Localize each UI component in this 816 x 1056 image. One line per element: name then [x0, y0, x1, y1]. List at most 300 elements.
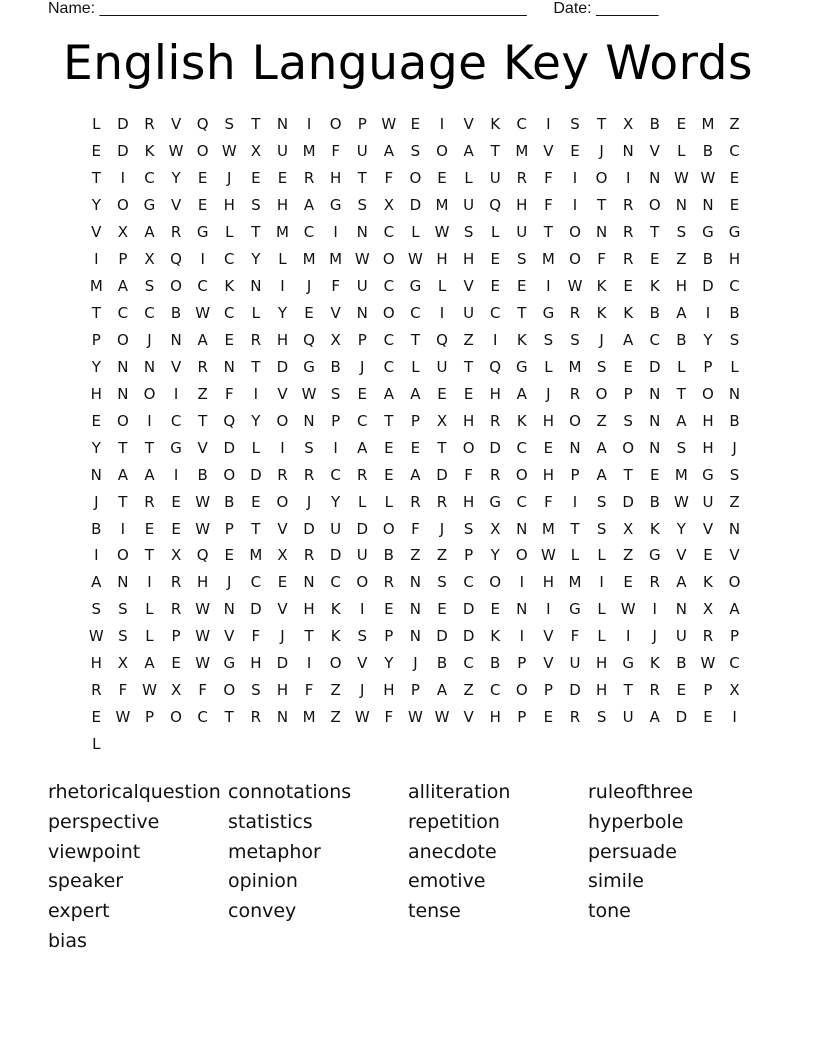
grid-letter[interactable]: T [357, 169, 367, 188]
grid-letter[interactable]: C [463, 654, 474, 673]
grid-letter[interactable]: E [144, 519, 155, 538]
grid-letter[interactable]: H [276, 681, 289, 700]
grid-letter[interactable]: B [649, 304, 660, 323]
grid-letter[interactable]: P [623, 384, 633, 403]
grid-letter[interactable]: S [118, 600, 128, 619]
grid-letter[interactable]: K [490, 627, 501, 646]
grid-letter[interactable]: W [700, 654, 716, 673]
grid-letter[interactable]: E [490, 250, 500, 269]
grid-letter[interactable]: R [622, 223, 634, 242]
grid-letter[interactable]: F [464, 465, 473, 484]
grid-letter[interactable]: O [595, 169, 608, 188]
grid-letter[interactable]: C [330, 573, 341, 592]
grid-letter[interactable]: P [357, 115, 367, 134]
grid-letter[interactable]: X [277, 546, 288, 565]
grid-letter[interactable]: W [673, 169, 689, 188]
grid-letter[interactable]: H [728, 250, 741, 269]
grid-letter[interactable]: R [197, 357, 208, 376]
date-field[interactable]: _______ [596, 0, 659, 17]
grid-letter[interactable]: W [142, 681, 157, 700]
grid-letter[interactable]: W [301, 384, 317, 403]
grid-letter[interactable]: A [729, 600, 740, 619]
grid-letter[interactable]: F [411, 519, 420, 538]
grid-letter[interactable]: N [702, 196, 714, 215]
grid-letter[interactable]: P [410, 411, 420, 430]
grid-letter[interactable]: S [410, 142, 421, 161]
grid-letter[interactable]: U [463, 196, 475, 215]
grid-letter[interactable]: N [728, 384, 741, 403]
grid-letter[interactable]: E [623, 277, 633, 296]
grid-letter[interactable]: R [144, 115, 155, 134]
grid-letter[interactable]: J [599, 142, 604, 161]
grid-letter[interactable]: I [492, 330, 498, 349]
grid-letter[interactable]: W [195, 519, 211, 538]
grid-letter[interactable]: A [676, 411, 687, 430]
grid-letter[interactable]: N [143, 357, 156, 376]
grid-letter[interactable]: O [116, 196, 129, 215]
grid-letter[interactable]: P [730, 627, 740, 646]
grid-letter[interactable]: U [622, 708, 634, 727]
grid-letter[interactable]: W [195, 492, 211, 511]
grid-letter[interactable]: V [330, 304, 341, 323]
grid-letter[interactable]: T [596, 115, 607, 134]
grid-letter[interactable]: G [170, 438, 182, 457]
grid-letter[interactable]: X [383, 196, 394, 215]
grid-letter[interactable]: Z [729, 492, 740, 511]
grid-letter[interactable]: S [596, 519, 607, 538]
grid-letter[interactable]: O [515, 546, 528, 565]
grid-letter[interactable]: J [280, 627, 285, 646]
grid-letter[interactable]: R [569, 708, 581, 727]
grid-letter[interactable]: W [168, 142, 184, 161]
grid-letter[interactable]: T [570, 519, 580, 538]
grid-letter[interactable]: U [463, 304, 475, 323]
grid-letter[interactable]: K [516, 330, 527, 349]
grid-letter[interactable]: E [384, 465, 394, 484]
grid-letter[interactable]: N [622, 142, 634, 161]
grid-letter[interactable]: N [649, 169, 661, 188]
grid-letter[interactable]: I [147, 573, 152, 592]
grid-letter[interactable]: V [729, 546, 740, 565]
grid-letter[interactable]: H [542, 465, 555, 484]
grid-letter[interactable]: B [649, 115, 660, 134]
grid-letter[interactable]: A [676, 304, 687, 323]
grid-letter[interactable]: B [91, 519, 102, 538]
grid-letter[interactable]: P [144, 708, 154, 727]
grid-letter[interactable]: V [543, 627, 554, 646]
grid-letter[interactable]: J [306, 492, 312, 511]
grid-letter[interactable]: W [381, 115, 397, 134]
grid-letter[interactable]: W [195, 627, 211, 646]
grid-letter[interactable]: O [223, 681, 236, 700]
grid-letter[interactable]: A [410, 465, 421, 484]
grid-letter[interactable]: W [354, 708, 370, 727]
grid-letter[interactable]: T [251, 115, 261, 134]
grid-letter[interactable]: R [649, 573, 660, 592]
grid-letter[interactable]: O [436, 142, 448, 161]
grid-letter[interactable]: N [303, 573, 315, 592]
grid-letter[interactable]: F [544, 169, 553, 188]
grid-letter[interactable]: H [675, 277, 687, 296]
grid-letter[interactable]: O [382, 250, 395, 269]
grid-letter[interactable]: D [436, 465, 448, 484]
grid-letter[interactable]: W [115, 708, 131, 727]
grid-letter[interactable]: F [331, 277, 340, 296]
grid-letter[interactable]: D [117, 115, 129, 134]
grid-letter[interactable]: S [144, 277, 155, 296]
grid-letter[interactable]: X [170, 546, 182, 565]
grid-letter[interactable]: J [439, 519, 445, 538]
grid-letter[interactable]: N [250, 277, 262, 296]
grid-letter[interactable]: L [570, 546, 580, 565]
grid-letter[interactable]: H [330, 169, 342, 188]
grid-letter[interactable]: I [732, 708, 737, 727]
grid-letter[interactable]: W [567, 277, 583, 296]
grid-letter[interactable]: Q [436, 330, 448, 349]
grid-letter[interactable]: X [729, 681, 740, 700]
grid-letter[interactable]: H [516, 196, 528, 215]
grid-letter[interactable]: J [227, 573, 232, 592]
grid-letter[interactable]: G [542, 304, 555, 323]
grid-letter[interactable]: O [329, 654, 342, 673]
grid-letter[interactable]: A [383, 142, 394, 161]
grid-letter[interactable]: X [490, 519, 501, 538]
grid-letter[interactable]: S [596, 492, 607, 511]
grid-letter[interactable]: N [516, 600, 528, 619]
grid-letter[interactable]: G [329, 196, 342, 215]
grid-letter[interactable]: E [623, 573, 633, 592]
grid-letter[interactable]: E [437, 169, 447, 188]
grid-letter[interactable]: K [649, 519, 660, 538]
grid-letter[interactable]: S [623, 411, 633, 430]
grid-letter[interactable]: Y [251, 250, 261, 269]
grid-letter[interactable]: A [623, 330, 634, 349]
grid-letter[interactable]: C [144, 304, 155, 323]
grid-letter[interactable]: E [277, 573, 288, 592]
grid-letter[interactable]: X [702, 600, 714, 619]
grid-letter[interactable]: Q [489, 196, 502, 215]
grid-letter[interactable]: O [462, 438, 475, 457]
grid-letter[interactable]: H [462, 411, 475, 430]
grid-letter[interactable]: X [623, 115, 634, 134]
grid-letter[interactable]: V [463, 115, 474, 134]
grid-letter[interactable]: N [675, 600, 687, 619]
grid-letter[interactable]: T [144, 546, 155, 565]
grid-letter[interactable]: A [144, 654, 155, 673]
grid-letter[interactable]: L [225, 223, 234, 242]
grid-letter[interactable]: E [357, 384, 367, 403]
grid-letter[interactable]: L [384, 492, 393, 511]
grid-letter[interactable]: T [596, 196, 607, 215]
grid-letter[interactable]: N [409, 627, 422, 646]
grid-letter[interactable]: X [330, 330, 341, 349]
grid-letter[interactable]: L [358, 492, 367, 511]
grid-letter[interactable]: E [91, 708, 102, 727]
grid-letter[interactable]: S [517, 250, 527, 269]
grid-letter[interactable]: A [383, 384, 394, 403]
grid-letter[interactable]: S [251, 681, 261, 700]
grid-letter[interactable]: L [145, 600, 154, 619]
grid-letter[interactable]: N [117, 357, 129, 376]
grid-letter[interactable]: S [596, 357, 607, 376]
grid-letter[interactable]: Z [410, 546, 421, 565]
grid-letter[interactable]: E [224, 330, 234, 349]
grid-letter[interactable]: R [303, 465, 315, 484]
grid-letter[interactable]: I [572, 492, 578, 511]
grid-letter[interactable]: K [596, 277, 607, 296]
grid-letter[interactable]: L [92, 115, 101, 134]
grid-letter[interactable]: Z [676, 250, 687, 269]
grid-letter[interactable]: Z [330, 708, 341, 727]
grid-letter[interactable]: Y [171, 169, 181, 188]
grid-letter[interactable]: U [436, 357, 448, 376]
grid-letter[interactable]: F [544, 196, 553, 215]
grid-letter[interactable]: L [677, 357, 686, 376]
grid-letter[interactable]: K [649, 654, 660, 673]
grid-letter[interactable]: F [544, 492, 553, 511]
grid-letter[interactable]: N [170, 330, 182, 349]
grid-letter[interactable]: J [94, 492, 99, 511]
grid-letter[interactable]: C [410, 304, 421, 323]
grid-letter[interactable]: D [250, 465, 262, 484]
grid-letter[interactable]: P [171, 627, 181, 646]
grid-letter[interactable]: I [120, 169, 126, 188]
grid-letter[interactable]: M [302, 708, 316, 727]
grid-letter[interactable]: N [595, 223, 608, 242]
grid-letter[interactable]: C [117, 304, 129, 323]
grid-letter[interactable]: J [599, 330, 604, 349]
grid-letter[interactable]: B [490, 654, 501, 673]
grid-letter[interactable]: W [195, 654, 211, 673]
grid-letter[interactable]: S [437, 573, 447, 592]
grid-letter[interactable]: Y [676, 519, 686, 538]
grid-letter[interactable]: I [173, 465, 179, 484]
grid-letter[interactable]: T [384, 411, 394, 430]
grid-letter[interactable]: G [223, 654, 236, 673]
grid-letter[interactable]: M [249, 546, 263, 565]
grid-letter[interactable]: I [546, 115, 551, 134]
grid-letter[interactable]: A [649, 708, 660, 727]
grid-letter[interactable]: E [197, 169, 208, 188]
grid-letter[interactable]: I [705, 304, 711, 323]
grid-letter[interactable]: E [410, 438, 421, 457]
grid-letter[interactable]: M [89, 277, 103, 296]
grid-letter[interactable]: H [702, 411, 714, 430]
grid-letter[interactable]: I [280, 438, 285, 457]
grid-letter[interactable]: J [652, 627, 657, 646]
grid-letter[interactable]: I [120, 519, 126, 538]
grid-letter[interactable]: S [543, 330, 554, 349]
grid-letter[interactable]: R [622, 250, 634, 269]
grid-letter[interactable]: G [489, 492, 502, 511]
grid-letter[interactable]: B [649, 492, 660, 511]
grid-letter[interactable]: T [144, 438, 155, 457]
grid-letter[interactable]: U [569, 654, 581, 673]
grid-letter[interactable]: F [118, 681, 128, 700]
grid-letter[interactable]: V [224, 627, 235, 646]
grid-letter[interactable]: V [170, 115, 182, 134]
grid-letter[interactable]: S [729, 330, 740, 349]
grid-letter[interactable]: U [276, 142, 288, 161]
grid-letter[interactable]: I [599, 573, 604, 592]
grid-letter[interactable]: U [489, 169, 501, 188]
grid-letter[interactable]: K [224, 277, 235, 296]
grid-letter[interactable]: C [729, 142, 740, 161]
grid-letter[interactable]: Z [596, 411, 607, 430]
grid-letter[interactable]: C [197, 708, 208, 727]
grid-letter[interactable]: H [462, 492, 475, 511]
grid-letter[interactable]: I [173, 384, 179, 403]
grid-letter[interactable]: I [280, 277, 285, 296]
grid-letter[interactable]: G [143, 196, 156, 215]
grid-letter[interactable]: S [330, 384, 341, 403]
grid-letter[interactable]: F [597, 250, 606, 269]
grid-letter[interactable]: S [570, 115, 580, 134]
grid-letter[interactable]: O [276, 411, 289, 430]
grid-letter[interactable]: W [434, 223, 450, 242]
grid-letter[interactable]: M [701, 115, 715, 134]
grid-letter[interactable]: N [356, 304, 368, 323]
grid-letter[interactable]: L [145, 627, 154, 646]
grid-letter[interactable]: R [357, 465, 368, 484]
grid-letter[interactable]: E [197, 196, 208, 215]
grid-letter[interactable]: E [703, 546, 713, 565]
grid-letter[interactable]: J [360, 681, 365, 700]
grid-letter[interactable]: R [489, 465, 501, 484]
grid-letter[interactable]: F [570, 627, 580, 646]
grid-letter[interactable]: I [519, 573, 525, 592]
grid-letter[interactable]: Q [223, 411, 236, 430]
grid-letter[interactable]: T [517, 304, 527, 323]
grid-letter[interactable]: T [437, 438, 447, 457]
grid-letter[interactable]: H [489, 384, 501, 403]
grid-letter[interactable]: C [224, 304, 235, 323]
grid-letter[interactable]: B [197, 465, 208, 484]
grid-letter[interactable]: A [197, 330, 208, 349]
grid-letter[interactable]: P [464, 546, 474, 565]
grid-letter[interactable]: X [170, 681, 182, 700]
grid-letter[interactable]: G [622, 654, 634, 673]
grid-letter[interactable]: N [303, 411, 315, 430]
grid-letter[interactable]: T [91, 304, 101, 323]
grid-letter[interactable]: B [383, 546, 394, 565]
grid-letter[interactable]: M [568, 573, 582, 592]
grid-letter[interactable]: C [649, 330, 660, 349]
grid-letter[interactable]: O [116, 546, 129, 565]
grid-letter[interactable]: P [517, 654, 527, 673]
grid-letter[interactable]: D [409, 196, 422, 215]
grid-letter[interactable]: X [117, 654, 129, 673]
grid-letter[interactable]: R [170, 600, 182, 619]
grid-letter[interactable]: P [91, 330, 101, 349]
grid-letter[interactable]: E [410, 115, 421, 134]
grid-letter[interactable]: W [700, 169, 716, 188]
grid-letter[interactable]: A [144, 223, 155, 242]
grid-letter[interactable]: A [91, 573, 102, 592]
grid-letter[interactable]: O [116, 411, 129, 430]
grid-letter[interactable]: H [90, 654, 102, 673]
grid-letter[interactable]: H [250, 654, 262, 673]
grid-letter[interactable]: L [278, 250, 287, 269]
grid-letter[interactable]: B [729, 304, 740, 323]
grid-letter[interactable]: E [729, 196, 740, 215]
grid-letter[interactable]: B [676, 654, 687, 673]
grid-letter[interactable]: E [384, 438, 394, 457]
grid-letter[interactable]: O [170, 277, 182, 296]
grid-letter[interactable]: A [117, 465, 129, 484]
grid-letter[interactable]: P [570, 465, 580, 484]
grid-letter[interactable]: E [623, 357, 633, 376]
grid-letter[interactable]: D [329, 546, 342, 565]
grid-letter[interactable]: O [329, 115, 342, 134]
grid-letter[interactable]: A [436, 681, 448, 700]
grid-letter[interactable]: F [224, 384, 234, 403]
grid-letter[interactable]: N [117, 573, 129, 592]
grid-letter[interactable]: C [463, 573, 474, 592]
grid-letter[interactable]: I [333, 223, 338, 242]
grid-letter[interactable]: A [303, 196, 315, 215]
grid-letter[interactable]: G [409, 277, 422, 296]
grid-letter[interactable]: H [702, 438, 714, 457]
grid-letter[interactable]: T [464, 357, 474, 376]
grid-letter[interactable]: E [437, 600, 447, 619]
grid-letter[interactable]: T [118, 438, 128, 457]
grid-letter[interactable]: U [516, 223, 528, 242]
grid-letter[interactable]: E [171, 654, 181, 673]
grid-letter[interactable]: Y [490, 546, 500, 565]
grid-letter[interactable]: N [728, 519, 741, 538]
grid-letter[interactable]: O [702, 384, 714, 403]
grid-letter[interactable]: T [198, 411, 208, 430]
grid-letter[interactable]: R [277, 465, 288, 484]
grid-letter[interactable]: V [543, 654, 554, 673]
grid-letter[interactable]: I [94, 250, 99, 269]
grid-letter[interactable]: R [303, 169, 315, 188]
grid-letter[interactable]: M [541, 250, 555, 269]
grid-letter[interactable]: B [676, 330, 687, 349]
grid-letter[interactable]: D [436, 627, 448, 646]
grid-letter[interactable]: T [304, 627, 314, 646]
grid-letter[interactable]: E [517, 277, 527, 296]
grid-letter[interactable]: P [703, 681, 713, 700]
grid-letter[interactable]: I [439, 304, 445, 323]
grid-letter[interactable]: D [675, 708, 688, 727]
grid-letter[interactable]: E [676, 115, 687, 134]
grid-letter[interactable]: L [411, 223, 420, 242]
grid-letter[interactable]: B [330, 357, 341, 376]
grid-letter[interactable]: L [491, 223, 500, 242]
grid-letter[interactable]: C [356, 411, 368, 430]
grid-letter[interactable]: T [251, 357, 261, 376]
grid-letter[interactable]: M [302, 250, 316, 269]
grid-letter[interactable]: A [144, 465, 155, 484]
grid-letter[interactable]: H [436, 250, 448, 269]
grid-letter[interactable]: C [197, 277, 208, 296]
grid-letter[interactable]: V [463, 708, 474, 727]
grid-letter[interactable]: T [118, 492, 128, 511]
grid-letter[interactable]: U [675, 627, 687, 646]
grid-letter[interactable]: D [356, 519, 369, 538]
grid-letter[interactable]: J [306, 277, 312, 296]
grid-letter[interactable]: V [543, 142, 554, 161]
grid-letter[interactable]: C [224, 250, 235, 269]
grid-letter[interactable]: H [489, 708, 501, 727]
grid-letter[interactable]: S [729, 465, 740, 484]
grid-letter[interactable]: P [118, 250, 128, 269]
grid-letter[interactable]: I [652, 600, 657, 619]
grid-letter[interactable]: Y [251, 411, 261, 430]
grid-letter[interactable]: V [170, 357, 182, 376]
